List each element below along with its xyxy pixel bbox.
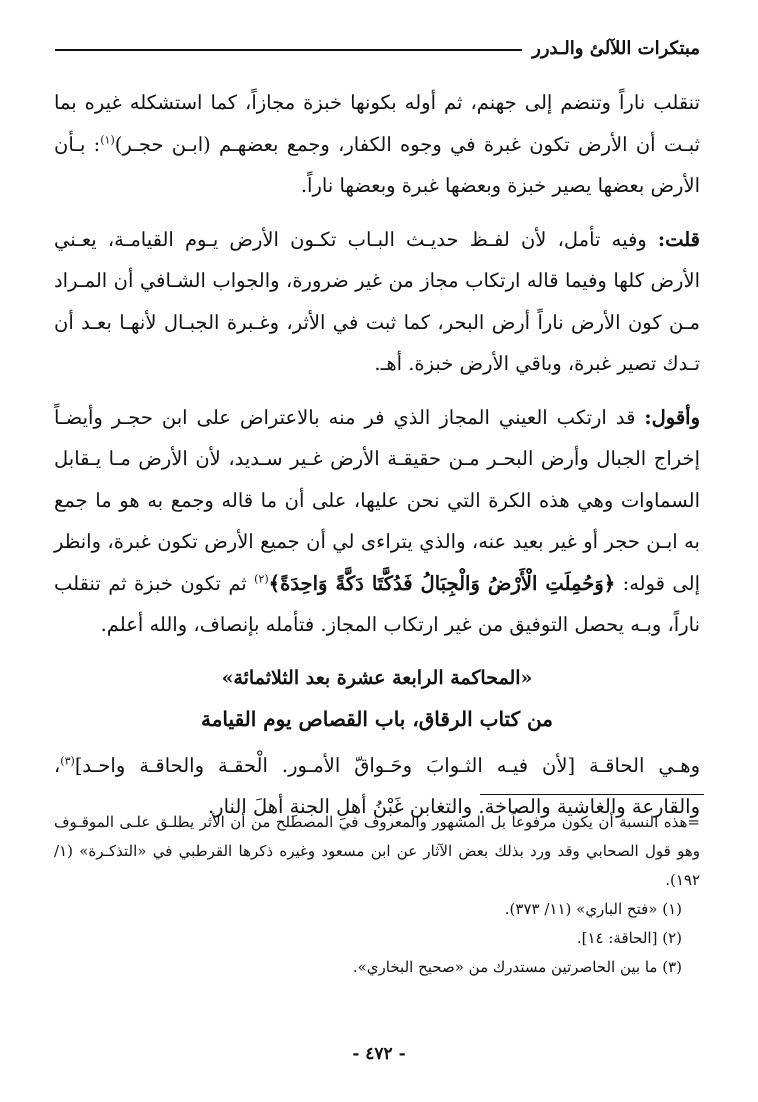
footnote-ref-3[interactable]: (٣) [60, 754, 75, 767]
paragraph-2 [54, 219, 700, 385]
footnote-ref-1[interactable]: (١) [100, 133, 115, 146]
footnotes [54, 808, 700, 982]
footnote-ref-2[interactable]: (٢) [254, 572, 269, 585]
section-subheading: من كتاب الرقاق، باب القصاص يوم القيامة [201, 707, 553, 731]
quran-verse: ﴿وَحُمِلَتِ الْأَرْضُ وَالْجِبَالُ فَدُكَّتَا دَكَّةً وَاحِدَةً﴾ [268, 571, 616, 595]
footnote-2: (٢) [الحاقة: ١٤]. [576, 929, 682, 947]
running-title: مبتكرات اللآلئ والـدرر [532, 37, 700, 59]
paragraph-1-end: : بـأن الأرض بعضها يصير خبزة وبعضها غبرة وبعضها ناراً. [54, 132, 700, 197]
main-text [54, 82, 700, 840]
paragraph-3-text: قد ارتكب العيني المجاز الذي فر منه بالاعتراض على ابن حجـر وأيضـاً إخراج الجبال وأرض البحـر مـن حقيقـة الأرض غـير سـديد، لأن الأرض مـا يـقابل السماوات وهي هذه الكرة التي نحن عليها، على أن ما قاله وجمع به هو ما جمع به ابـن حجر أو غير بعيد عنه، والذي يتراءى لي أن جميع الأرض تكون غبرة، وانظر إلى قوله: [54, 405, 701, 595]
paragraph-1 [54, 82, 700, 207]
paragraph-4-end: ، والقارعة والغاشية والصاخة. والتغابن غَبْنُ أهلِ الجنةِ أهلَ النار. [54, 753, 700, 818]
section-heading: «المحاكمة الرابعة عشرة بعد الثلاثمائة» [221, 666, 533, 689]
paragraph-3-lead: وأقول: [644, 405, 700, 429]
footnote-separator [480, 794, 704, 795]
paragraph-2-lead: قلت: [657, 227, 700, 251]
footnote-3: (٣) ما بين الحاصرتين مستدرك من «صحيح البخاري». [352, 958, 682, 976]
header-rule [55, 49, 522, 51]
page-number: - ٤٧٢ - [352, 1044, 406, 1064]
running-header [55, 34, 700, 62]
footnote-1: (١) «فتح الباري» (١١/ ٣٧٣). [504, 900, 682, 918]
paragraph-3-end: ثم تكون خبزة ثم تنقلب ناراً، وبـه يحصل التوفيق من غير ارتكاب المجاز. فتأمله بإنصاف، والله أعلم. [54, 571, 700, 636]
paragraph-4-text: وهـي الحاقـة [لأن فيـه الثـوابَ وحَـواقّ الأمـور. الْحقـة والحاقـة واحـد] [74, 753, 700, 777]
paragraph-2-text: وفيه تأمل، لأن لفـظ حديـث البـاب تكـون الأرض يـوم القيامـة، يعـني الأرض كلها وفيما قاله ارتكاب مجاز من غير ضرورة، والجواب الشـافي أن المـراد مـن كون الأرض ناراً أرض البحر، كما ثبت في الأثر، وغـبرة الجبـال لأنهـا بعـد أن تـدك تصير غبرة، وباقي الأرض خبزة. أهـ. [54, 227, 700, 375]
paragraph-3 [54, 397, 700, 646]
footnote-continuation: =هذه النسبة أن يكون مرفوعاً بل المشهور والمعروف في المصطلح من أن الأثر يطلـق علـى الموقـوف وهو قول الصحابي وقد ورد بذلك بعض الآثار عن ابن مسعود وغيره ذكرها القرطبي في «التذكـرة» (١/ ١٩٢). [54, 813, 700, 889]
paragraph-1-text: تنقلب ناراً وتنضم إلى جهنم، ثم أوله بكونها خبزة مجازاً، كما استشكله غيره بما ثبـت أن الأرض تكون غبرة في وجوه الكفار، وجمع بعضهـم (ابـن حجـر) [54, 91, 701, 156]
